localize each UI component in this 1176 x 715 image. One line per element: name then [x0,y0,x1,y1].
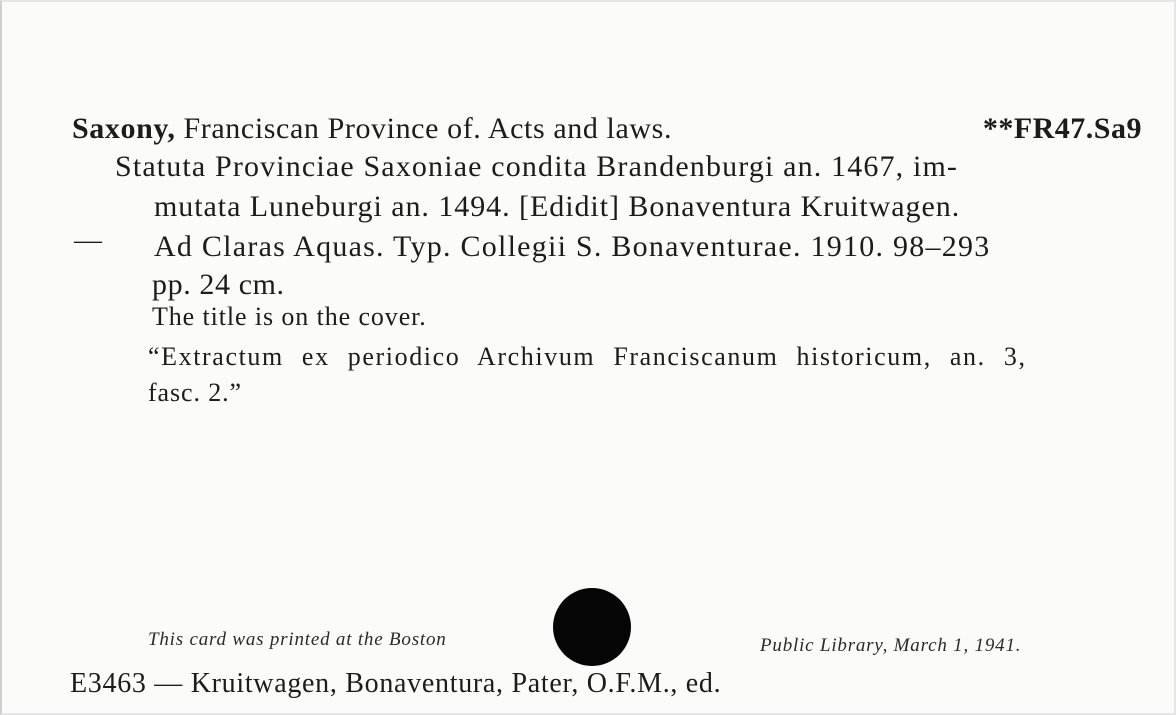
tracing-footer: E3463 — Kruitwagen, Bonaventura, Pater, O.F.M., ed. [70,668,722,699]
printer-note-right: Public Library, March 1, 1941. [760,635,1022,656]
body-line-4: pp. 24 cm. [152,268,285,301]
note-title-cover: The title is on the cover. [152,302,427,331]
call-number: **FR47.Sa9 [982,112,1142,145]
body-line-3: Ad Claras Aquas. Typ. Collegii S. Bonaventurae. 1910. 98–293 [154,230,991,263]
heading-subject: Saxony, [72,112,176,145]
card-heading [72,112,672,146]
body-line-2: mutata Luneburgi an. 1494. [Edidit] Bonaventura Kruitwagen. [154,190,961,223]
note-fasc: fasc. 2.” [148,378,242,407]
heading-subject-rest: Franciscan Province of. Acts and laws. [175,112,673,145]
note-extractum: “Extractum ex periodico Archivum Franciscanum historicum, an. 3, [148,342,1027,371]
body-line-1: Statuta Provinciae Saxoniae condita Brandenburgi an. 1467, im- [115,150,959,183]
dash-mark: — [74,225,102,256]
printer-note-left: This card was printed at the Boston [148,629,447,650]
punch-hole [553,588,631,666]
